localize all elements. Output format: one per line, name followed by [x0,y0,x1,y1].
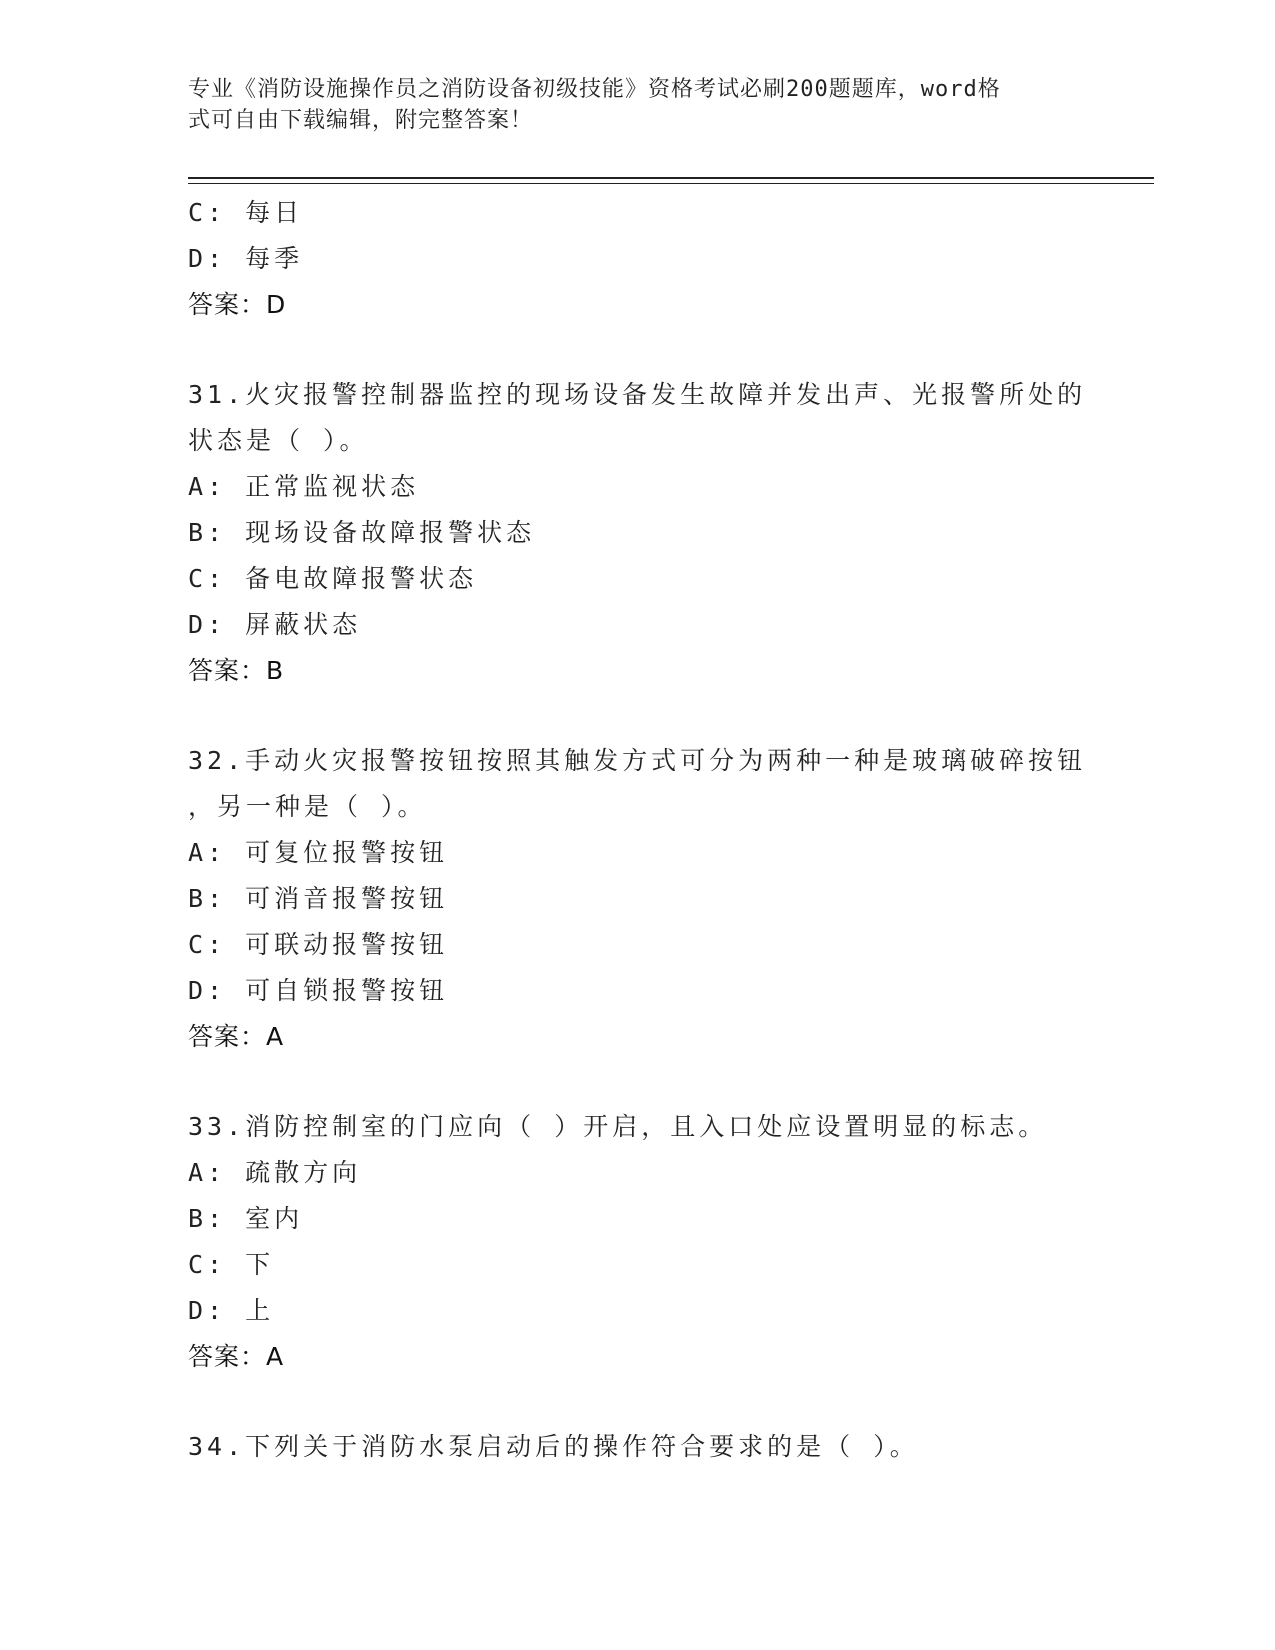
header-divider-thin [188,183,1154,184]
document-header [188,74,1068,136]
question-spacer [188,1060,1088,1104]
option-d: D: 屏蔽状态 [188,610,362,639]
option-d: D: 上 [188,1296,275,1325]
option-a: A: 可复位报警按钮 [188,838,449,867]
option-b: B: 现场设备故障报警状态 [188,518,536,547]
answer-line: 答案：D [188,290,287,319]
question-32 [188,738,1088,1060]
question-stem-line: 33.消防控制室的门应向（ ）开启，且入口处应设置明显的标志。 [188,1112,1048,1141]
option-d: D: 每季 [188,244,304,273]
question-stem-line: ，另一种是（ ）。 [188,792,427,821]
question-30-continuation [188,190,1088,328]
option-b: B: 可消音报警按钮 [188,884,449,913]
question-stem-line: 32.手动火灾报警按钮按照其触发方式可分为两种一种是玻璃破碎按钮 [188,746,1087,775]
option-d: D: 可自锁报警按钮 [188,976,449,1005]
option-c: C: 可联动报警按钮 [188,930,449,959]
question-stem-line: 31.火灾报警控制器监控的现场设备发生故障并发出声、光报警所处的 [188,380,1087,409]
option-a: A: 正常监视状态 [188,472,420,501]
option-c: C: 每日 [188,198,304,227]
answer-line: 答案：A [188,1342,285,1371]
option-c: C: 备电故障报警状态 [188,564,478,593]
answer-line: 答案：B [188,656,285,685]
question-31 [188,372,1088,694]
option-a: A: 疏散方向 [188,1158,362,1187]
header-line-2: 式可自由下载编辑，附完整答案！ [188,108,534,133]
header-line-1: 专业《消防设施操作员之消防设备初级技能》资格考试必刷200题题库，word格 [188,77,1001,102]
question-spacer [188,694,1088,738]
question-spacer [188,328,1088,372]
question-list [188,190,1088,1470]
question-stem-line: 状态是（ ）。 [188,426,369,455]
option-c: C: 下 [188,1250,275,1279]
option-b: B: 室内 [188,1204,304,1233]
question-stem-line: 34.下列关于消防水泵启动后的操作符合要求的是（ ）。 [188,1432,919,1461]
question-33 [188,1104,1088,1380]
header-divider-thick [188,177,1154,179]
answer-line: 答案：A [188,1022,285,1051]
question-spacer [188,1380,1088,1424]
question-34 [188,1424,1088,1470]
